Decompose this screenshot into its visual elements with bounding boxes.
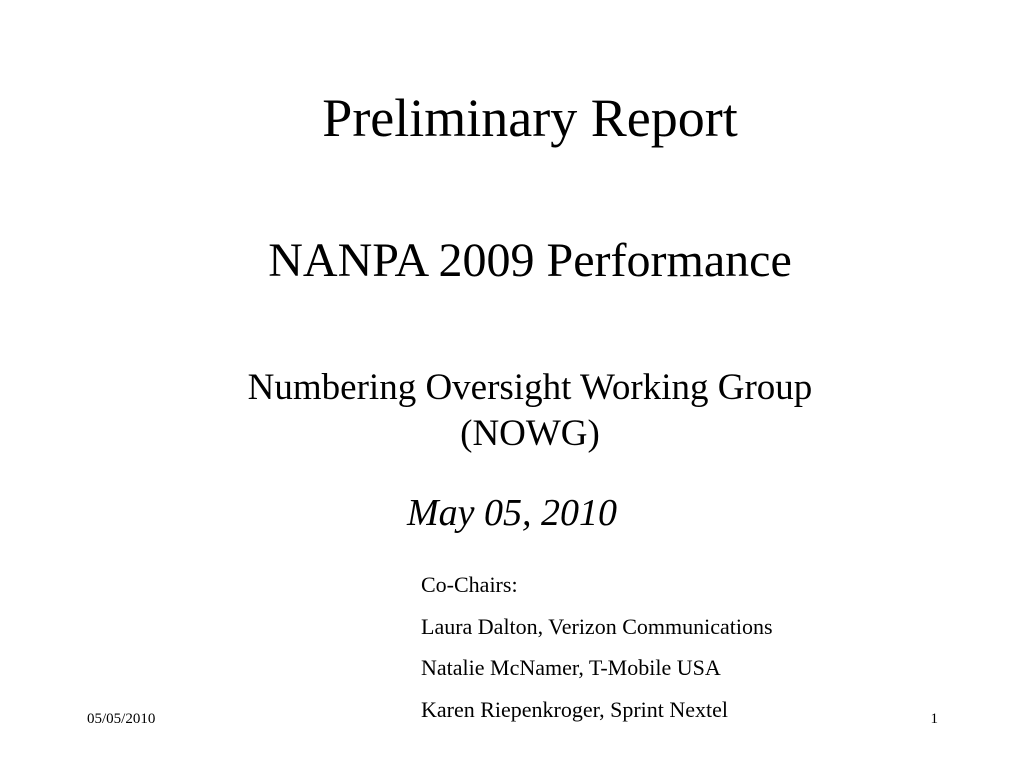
co-chairs-heading: Co-Chairs: [421, 572, 518, 597]
co-chair-item: Laura Dalton, Verizon Communications [421, 613, 773, 639]
working-group-line-2: (NOWG) [460, 413, 600, 454]
working-group-line-1: Numbering Oversight Working Group [247, 367, 813, 408]
presentation-date: May 05, 2010 [406, 492, 618, 534]
co-chair-item: Karen Riepenkroger, Sprint Nextel [421, 696, 729, 722]
co-chairs-list [421, 564, 773, 730]
page-number: 1 [930, 711, 938, 727]
footer-date: 05/05/2010 [87, 711, 156, 727]
slide-title: Preliminary Report [322, 88, 738, 148]
working-group-name [0, 365, 1024, 457]
slide-subtitle: NANPA 2009 Performance [268, 234, 792, 287]
co-chair-item: Natalie McNamer, T-Mobile USA [421, 655, 721, 680]
